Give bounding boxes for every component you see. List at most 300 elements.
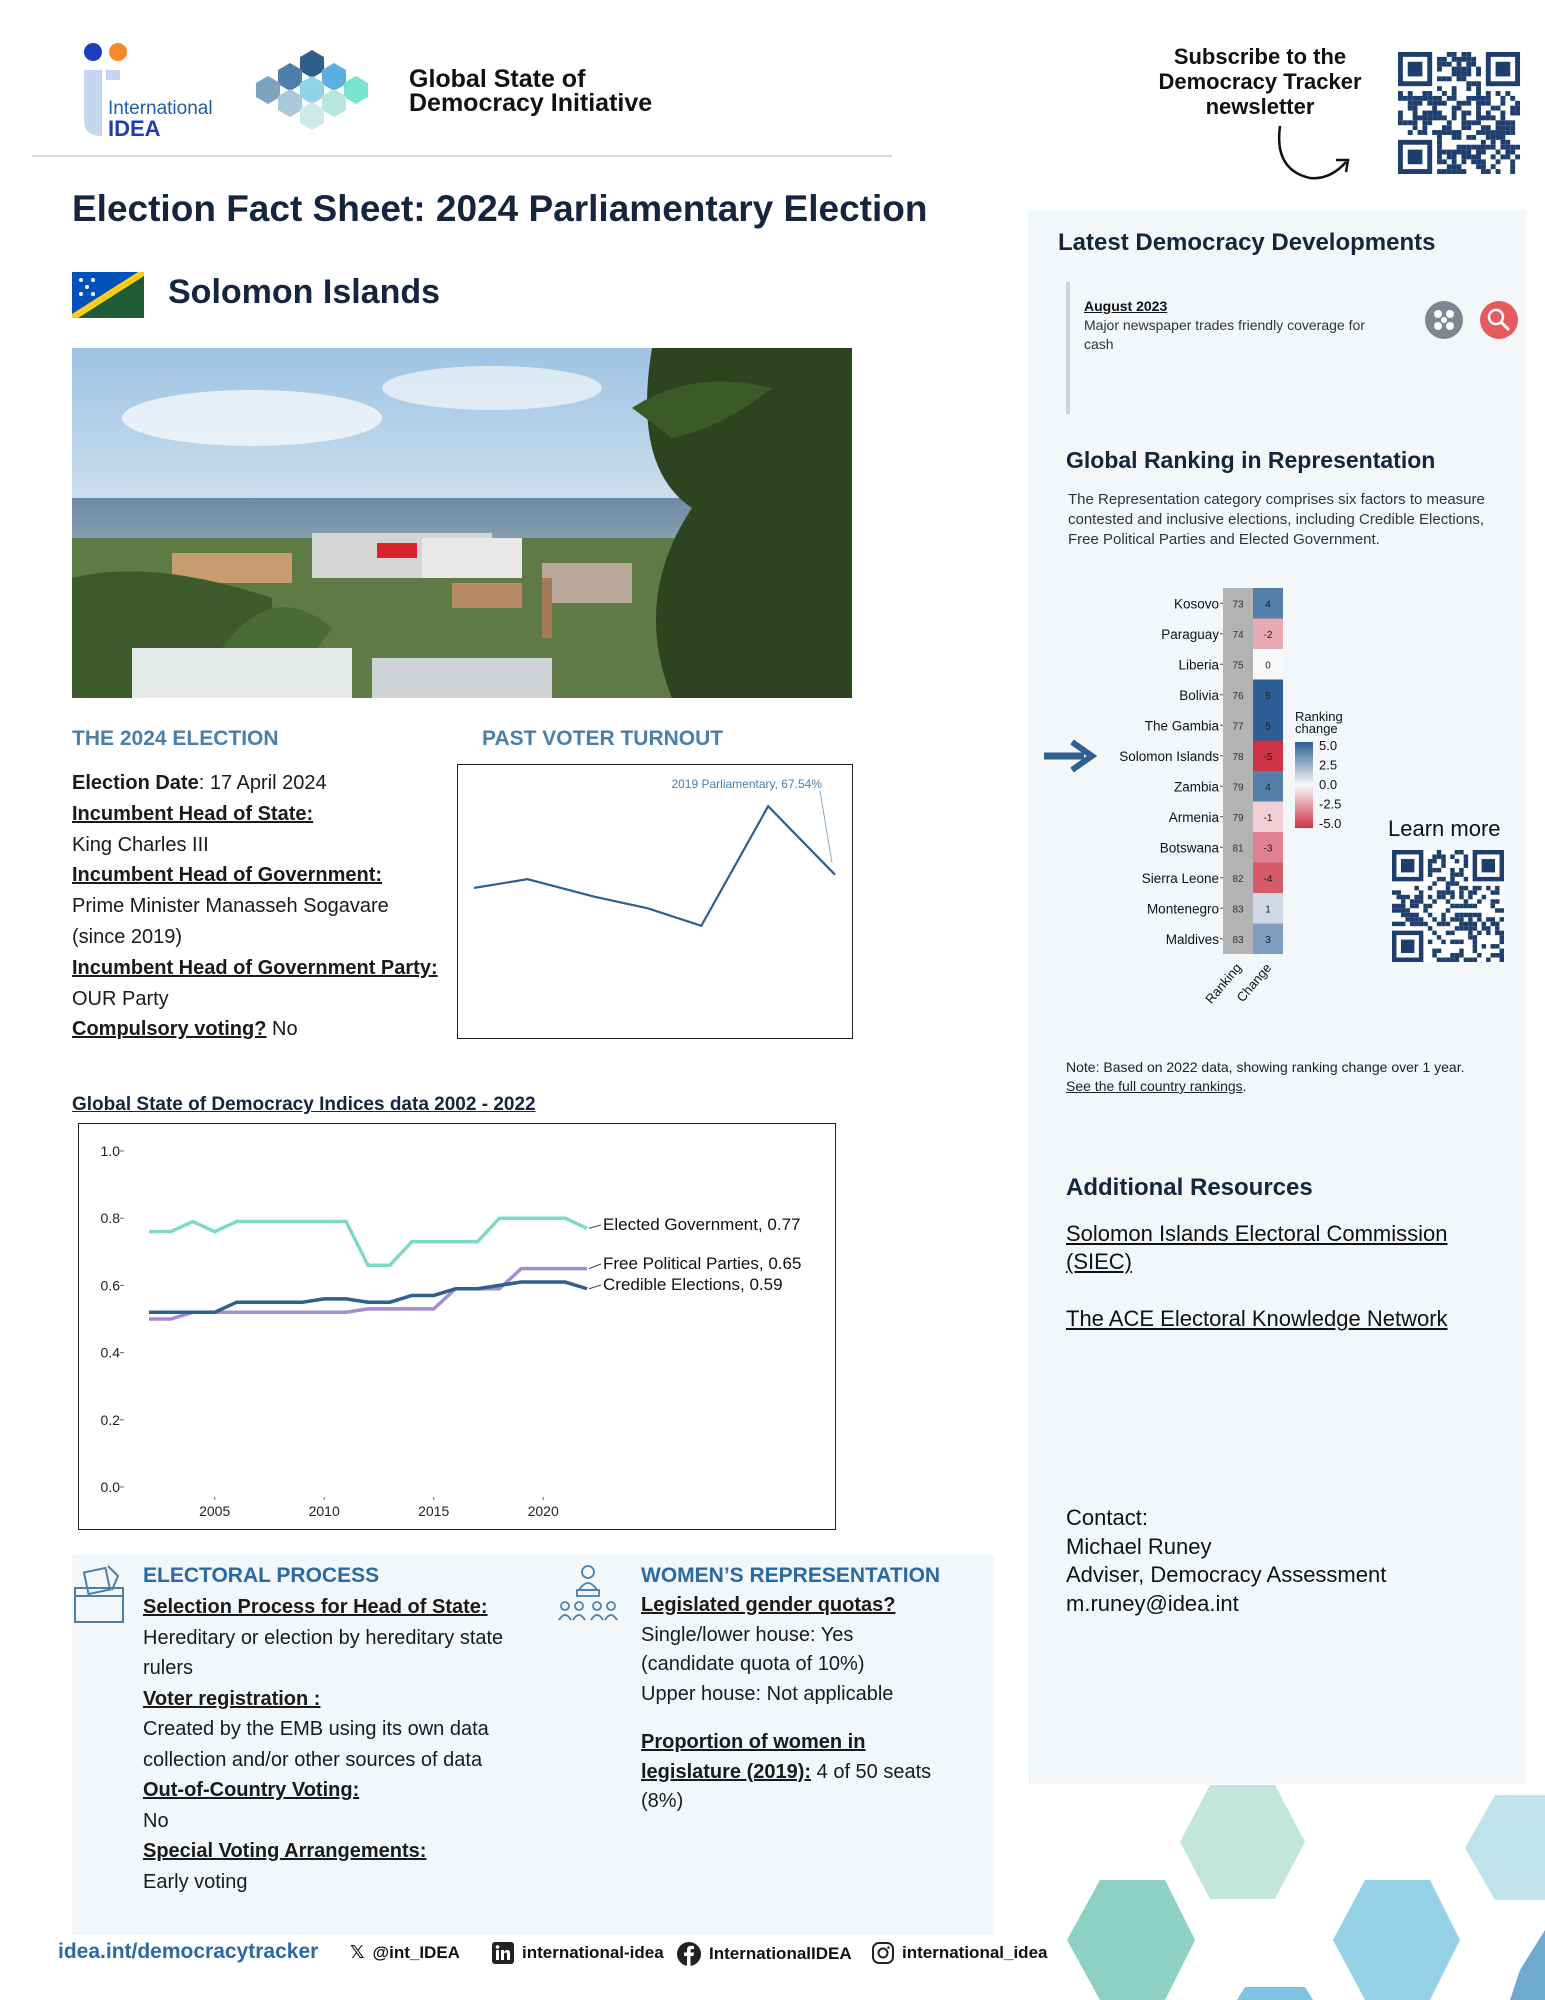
election-details (72, 768, 452, 1045)
qr-module (1457, 135, 1462, 140)
qr-module (1496, 169, 1501, 174)
turnout-chart-frame (457, 764, 853, 1039)
qr-module (1510, 150, 1515, 155)
turnout-line-chart (458, 765, 851, 1037)
qr-module (1495, 899, 1499, 903)
footer-instagram-link[interactable] (872, 1942, 1047, 1964)
footer-x-link[interactable] (350, 1942, 460, 1963)
qr-module (1457, 76, 1462, 81)
qr-module (1476, 81, 1481, 86)
qr-module (1505, 145, 1510, 150)
qr-module (1477, 913, 1481, 917)
qr-module (1476, 164, 1481, 169)
qr-module (1486, 91, 1491, 96)
qr-module (1419, 895, 1423, 899)
qr-finder-inner (1401, 859, 1414, 872)
qr-module (1510, 96, 1515, 101)
qr-module (1466, 52, 1471, 57)
qr-module (1401, 899, 1405, 903)
qr-module (1442, 169, 1447, 174)
qr-module (1500, 120, 1505, 125)
qr-module (1486, 115, 1491, 120)
qr-module (1510, 111, 1515, 116)
qr-module (1491, 115, 1496, 120)
instagram-handle: international_idea (902, 1943, 1048, 1962)
qr-module (1450, 868, 1454, 872)
election-section-heading: THE 2024 ELECTION (72, 727, 279, 750)
qr-module (1491, 164, 1496, 169)
contact-email[interactable]: m.runey@idea.int (1066, 1590, 1239, 1616)
qr-module (1455, 917, 1459, 921)
heatmap-row-label: Solomon Islands (1119, 748, 1219, 764)
facebook-handle: InternationalIDEA (709, 1944, 852, 1963)
qr-module (1455, 926, 1459, 930)
qr-module (1410, 904, 1414, 908)
women-representation-heading: WOMEN’S REPRESENTATION (641, 1564, 941, 1587)
contact-label: Contact: (1066, 1505, 1148, 1530)
qr-module (1432, 953, 1436, 957)
qr-module (1437, 877, 1441, 881)
qr-module (1432, 931, 1436, 935)
heatmap-change-value: -2 (1263, 629, 1273, 641)
qr-module (1496, 125, 1501, 130)
turnout-section-heading: PAST VOTER TURNOUT (482, 727, 724, 750)
indices-chart-heading[interactable]: Global State of Democracy Indices data 2002 - 2022 (72, 1094, 536, 1115)
qr-module (1495, 886, 1499, 890)
out-of-country-voting-value: No (143, 1809, 169, 1832)
series-end-label: Credible Elections, 0.59 (603, 1275, 783, 1294)
qr-module (1459, 926, 1463, 930)
qr-module (1481, 150, 1486, 155)
qr-module (1457, 130, 1462, 135)
qr-module (1405, 913, 1409, 917)
qr-module (1468, 926, 1472, 930)
qr-module (1461, 150, 1466, 155)
qr-module (1450, 877, 1454, 881)
qr-finder-inner (1401, 940, 1414, 953)
qr-module (1437, 111, 1442, 116)
head-of-government-party-label: Incumbent Head of Government Party (72, 956, 431, 979)
series-end-label: Elected Government, 0.77 (603, 1215, 801, 1234)
qr-module (1468, 904, 1472, 908)
heatmap-column-label: Ranking (1202, 960, 1245, 1007)
qr-module (1455, 904, 1459, 908)
qr-module (1461, 111, 1466, 116)
qr-module (1471, 145, 1476, 150)
qr-module (1482, 926, 1486, 930)
qr-module (1486, 125, 1491, 130)
voter-registration-value: Created by the EMB using its own data collection and/or other sources of data (143, 1718, 489, 1771)
heatmap-change-value: 5 (1265, 690, 1271, 702)
footer-linkedin-link[interactable] (492, 1942, 664, 1964)
qr-module (1452, 169, 1457, 174)
newsletter-qr-code-icon[interactable] (1398, 52, 1520, 174)
curved-arrow-icon (1270, 120, 1360, 190)
qr-module (1459, 890, 1463, 894)
qr-module (1437, 140, 1442, 145)
election-date-row (72, 768, 452, 799)
qr-module (1476, 130, 1481, 135)
qr-module (1466, 81, 1471, 86)
qr-module (1466, 86, 1471, 91)
qr-module (1410, 922, 1414, 926)
qr-module (1422, 115, 1427, 120)
qr-module (1457, 106, 1462, 111)
qr-module (1455, 940, 1459, 944)
ranking-description: The Representation category comprises six factors to measure contested and inclusive elections, including Credible Elections, Free Political Parties and Elected Government. (1068, 491, 1485, 548)
qr-module (1468, 917, 1472, 921)
election-date-value: : 17 April 2024 (198, 772, 327, 794)
qr-module (1457, 72, 1462, 77)
qr-module (1468, 931, 1472, 935)
qr-module (1452, 86, 1457, 91)
qr-module (1491, 904, 1495, 908)
qr-module (1437, 935, 1441, 939)
y-tick-label: 0.2 (100, 1411, 120, 1428)
indices-chart-frame (78, 1123, 836, 1530)
qr-module (1482, 922, 1486, 926)
y-tick-label: 1.0 (100, 1143, 120, 1159)
qr-module (1408, 101, 1413, 106)
qr-module (1428, 940, 1432, 944)
qr-module (1437, 949, 1441, 953)
election-date-label: Election Date (72, 772, 199, 794)
qr-module (1450, 917, 1454, 921)
contact-role: Adviser, Democracy Assessment (1066, 1562, 1387, 1587)
heatmap-change-value: 3 (1265, 934, 1271, 946)
qr-module (1442, 57, 1447, 62)
qr-module (1437, 850, 1441, 854)
qr-module (1452, 91, 1457, 96)
qr-module (1461, 52, 1466, 57)
x-handle: @int_IDEA (372, 1942, 460, 1962)
qr-module (1401, 913, 1405, 917)
qr-module (1442, 62, 1447, 67)
subscribe-text[interactable] (1140, 44, 1380, 119)
qr-module (1461, 101, 1466, 106)
qr-module (1500, 917, 1504, 921)
qr-module (1452, 115, 1457, 120)
qr-module (1423, 904, 1427, 908)
heatmap-ranking-value: 76 (1232, 690, 1244, 702)
qr-module (1422, 130, 1427, 135)
qr-module (1419, 899, 1423, 903)
resource-link-siec[interactable]: Solomon Islands Electoral Commission (SIEC) (1066, 1221, 1448, 1274)
qr-module (1496, 135, 1501, 140)
out-of-country-voting-label: Out-of-Country Voting: (143, 1779, 360, 1801)
qr-module (1432, 111, 1437, 116)
qr-module (1476, 91, 1481, 96)
qr-module (1464, 958, 1468, 962)
heatmap-change-value: 4 (1265, 782, 1271, 794)
qr-module (1466, 111, 1471, 116)
legend-tick-label: 5.0 (1319, 738, 1338, 753)
qr-module (1441, 890, 1445, 894)
qr-module (1468, 922, 1472, 926)
qr-module (1446, 886, 1450, 890)
qr-module (1457, 145, 1462, 150)
qr-module (1468, 895, 1472, 899)
developments-title: Latest Democracy Developments (1058, 229, 1436, 256)
qr-module (1405, 917, 1409, 921)
qr-module (1461, 115, 1466, 120)
qr-module (1486, 931, 1490, 935)
qr-module (1446, 890, 1450, 894)
qr-module (1452, 57, 1457, 62)
qr-finder-inner (1482, 859, 1495, 872)
qr-module (1455, 872, 1459, 876)
ranking-note-link-row (1066, 1077, 1465, 1096)
qr-module (1396, 908, 1400, 912)
qr-module (1473, 904, 1477, 908)
qr-module (1496, 159, 1501, 164)
linkedin-icon (492, 1942, 514, 1964)
qr-module (1477, 899, 1481, 903)
qr-module (1486, 917, 1490, 921)
qr-module (1441, 940, 1445, 944)
qr-module (1510, 169, 1515, 174)
qr-module (1500, 154, 1505, 159)
qr-module (1482, 944, 1486, 948)
turnout-annotation: 2019 Parliamentary, 67.54% (671, 777, 822, 791)
qr-module (1447, 164, 1452, 169)
qr-module (1459, 886, 1463, 890)
qr-module (1452, 130, 1457, 135)
heatmap-row-label: The Gambia (1144, 718, 1219, 734)
qr-module (1471, 57, 1476, 62)
qr-module (1446, 922, 1450, 926)
qr-module (1437, 895, 1441, 899)
qr-module (1495, 922, 1499, 926)
qr-module (1410, 917, 1414, 921)
qr-module (1500, 96, 1505, 101)
idea-logo[interactable] (80, 40, 213, 141)
qr-module (1441, 917, 1445, 921)
qr-module (1476, 145, 1481, 150)
qr-module (1432, 130, 1437, 135)
qr-module (1427, 120, 1432, 125)
qr-module (1510, 125, 1515, 130)
qr-module (1482, 895, 1486, 899)
compulsory-voting-value: No (266, 1018, 298, 1041)
qr-module (1455, 913, 1459, 917)
x-tick-label: 2010 (308, 1503, 340, 1519)
qr-module (1414, 917, 1418, 921)
compulsory-voting-label: Compulsory voting? (72, 1018, 267, 1041)
qr-module (1392, 890, 1396, 894)
qr-module (1441, 859, 1445, 863)
indices-line-chart (79, 1124, 834, 1528)
media-integrity-icon (1424, 300, 1464, 340)
qr-module (1437, 86, 1442, 91)
qr-module (1464, 913, 1468, 917)
qr-module (1437, 67, 1442, 72)
subscribe-line3: newsletter (1205, 94, 1315, 119)
gsod-title-line2: Democracy Initiative (409, 89, 653, 117)
y-tick-label: 0.0 (100, 1479, 120, 1495)
heatmap-change-value: -4 (1263, 873, 1273, 885)
heatmap-ranking-value: 81 (1232, 843, 1244, 855)
qr-module (1408, 120, 1413, 125)
qr-module (1408, 96, 1413, 101)
y-tick-label: 0.4 (100, 1344, 120, 1361)
qr-module (1471, 96, 1476, 101)
qr-module (1450, 953, 1454, 957)
qr-module (1473, 935, 1477, 939)
heatmap-row-label: Zambia (1173, 779, 1219, 795)
country-name: Solomon Islands (168, 273, 441, 311)
qr-module (1495, 908, 1499, 912)
idea-logo-line1: International (108, 98, 213, 119)
learn-more-qr-code-icon[interactable] (1392, 850, 1504, 962)
qr-module (1396, 895, 1400, 899)
learn-more-text[interactable]: Learn more (1388, 816, 1501, 841)
qr-module (1452, 154, 1457, 159)
qr-module (1468, 913, 1472, 917)
gender-quota-label: Legislated gender quotas? (641, 1594, 896, 1616)
qr-module (1447, 125, 1452, 130)
qr-module (1427, 115, 1432, 120)
qr-module (1481, 169, 1486, 174)
qr-module (1495, 931, 1499, 935)
qr-module (1466, 154, 1471, 159)
qr-module (1418, 101, 1423, 106)
qr-module (1418, 96, 1423, 101)
qr-module (1481, 145, 1486, 150)
qr-module (1408, 91, 1413, 96)
development-item[interactable] (1066, 282, 1406, 414)
qr-finder-inner (1496, 62, 1511, 77)
women-proportion-value: 4 of 50 seats (811, 1760, 932, 1783)
qr-module (1495, 926, 1499, 930)
qr-module (1446, 958, 1450, 962)
qr-module (1481, 115, 1486, 120)
qr-module (1464, 922, 1468, 926)
qr-module (1471, 81, 1476, 86)
qr-module (1392, 922, 1396, 926)
women-representation-details (641, 1591, 981, 1817)
qr-module (1437, 159, 1442, 164)
qr-module (1442, 130, 1447, 135)
women-group-icon (555, 1562, 621, 1628)
ballot-box-icon (72, 1562, 126, 1626)
head-of-government-party-row (72, 953, 452, 984)
qr-module (1441, 958, 1445, 962)
footer-facebook-link[interactable] (677, 1942, 852, 1966)
selection-process-colon: : (480, 1596, 488, 1618)
gsod-hexagon-logo-icon (238, 46, 388, 146)
qr-module (1432, 115, 1437, 120)
qr-module (1437, 62, 1442, 67)
qr-module (1476, 67, 1481, 72)
turnout-annotation-leader (820, 791, 832, 863)
qr-module (1466, 120, 1471, 125)
qr-module (1446, 881, 1450, 885)
qr-module (1486, 135, 1491, 140)
qr-module (1398, 91, 1403, 96)
qr-module (1396, 922, 1400, 926)
qr-module (1515, 154, 1520, 159)
heatmap-row-label: Montenegro (1146, 901, 1219, 917)
header-divider (32, 155, 892, 157)
qr-module (1481, 96, 1486, 101)
qr-module (1500, 140, 1505, 145)
qr-module (1466, 125, 1471, 130)
qr-module (1452, 106, 1457, 111)
qr-module (1495, 890, 1499, 894)
qr-module (1476, 96, 1481, 101)
qr-module (1496, 106, 1501, 111)
y-tick-label: 0.8 (100, 1210, 120, 1227)
qr-module (1437, 145, 1442, 150)
series-label-leader (589, 1225, 601, 1228)
qr-module (1481, 140, 1486, 145)
heatmap-row-label: Paraguay (1161, 626, 1219, 642)
qr-module (1473, 958, 1477, 962)
democracy-tracker-link[interactable]: idea.int/democracytracker (58, 1940, 319, 1963)
qr-module (1476, 154, 1481, 159)
investigation-alert-icon (1479, 300, 1519, 340)
qr-module (1486, 169, 1491, 174)
qr-module (1441, 895, 1445, 899)
qr-module (1405, 908, 1409, 912)
qr-module (1481, 130, 1486, 135)
qr-module (1423, 908, 1427, 912)
ranking-title: Global Ranking in Representation (1066, 447, 1436, 473)
qr-module (1496, 130, 1501, 135)
qr-module (1491, 154, 1496, 159)
qr-module (1457, 150, 1462, 155)
heatmap-change-value: -1 (1263, 812, 1273, 824)
qr-module (1457, 101, 1462, 106)
qr-module (1452, 111, 1457, 116)
qr-module (1500, 130, 1505, 135)
qr-module (1442, 115, 1447, 120)
resource-link-ace[interactable]: The ACE Electoral Knowledge Network (1066, 1306, 1448, 1331)
series-label-leader (589, 1264, 601, 1269)
qr-module (1476, 111, 1481, 116)
qr-module (1413, 106, 1418, 111)
qr-module (1432, 854, 1436, 858)
qr-module (1428, 863, 1432, 867)
qr-module (1428, 895, 1432, 899)
heatmap-ranking-value: 83 (1232, 904, 1244, 916)
full-rankings-link[interactable]: See the full country rankings (1066, 1078, 1243, 1094)
x-tick-label: 2005 (199, 1503, 231, 1519)
qr-module (1510, 106, 1515, 111)
qr-module (1491, 922, 1495, 926)
qr-module (1418, 130, 1423, 135)
qr-module (1437, 101, 1442, 106)
qr-module (1459, 940, 1463, 944)
x-tick-label: 2020 (527, 1503, 559, 1519)
qr-module (1500, 958, 1504, 962)
qr-module (1461, 169, 1466, 174)
head-of-government-value-line2: (since 2019) (72, 925, 183, 948)
highlight-arrow-icon (1042, 739, 1098, 773)
qr-module (1477, 886, 1481, 890)
heatmap-change-value: 4 (1265, 599, 1271, 611)
qr-module (1457, 164, 1462, 169)
series-line-elected-government (149, 1218, 587, 1265)
qr-module (1461, 125, 1466, 130)
qr-module (1500, 931, 1504, 935)
qr-module (1447, 120, 1452, 125)
development-date: August 2023 (1084, 298, 1168, 314)
qr-module (1491, 890, 1495, 894)
head-of-government-value-line1: Prime Minister Manasseh Sogavare (72, 895, 389, 918)
qr-module (1500, 125, 1505, 130)
